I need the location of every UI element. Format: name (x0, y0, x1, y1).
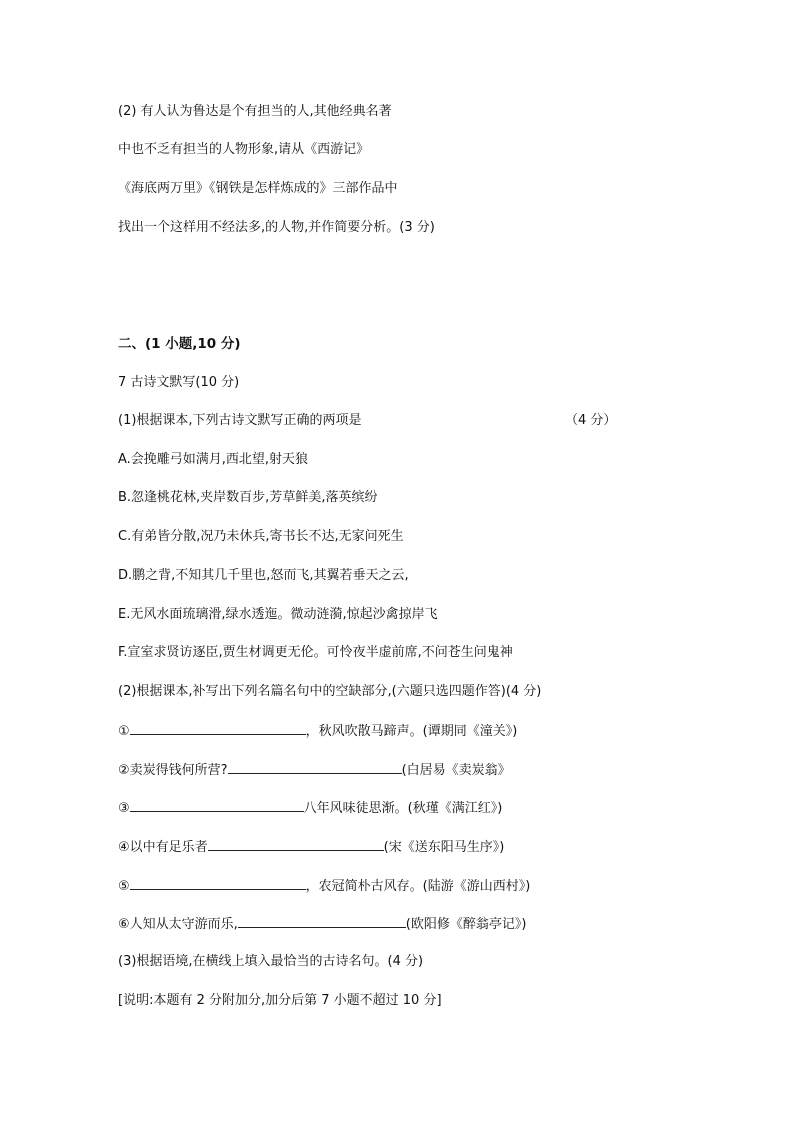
option-e: E.无风水面琉璃滑,绿水透迤。微动涟漪,惊起沙禽掠岸飞 (118, 607, 438, 622)
option-a: A.会挽雕弓如满月,西北望,射天狼 (118, 452, 309, 467)
fill-blank-3[interactable] (130, 799, 304, 812)
fill-item-6-pre: ⑥人知从太守游而乐, (118, 917, 238, 932)
prev-question-line-2: 中也不乏有担当的人物形象,请从《西游记》 (118, 142, 370, 157)
fill-item-2-pre: ②卖炭得钱何所营? (118, 763, 228, 778)
question-7-title: 7 古诗文默写(10 分) (118, 375, 240, 390)
prev-question-line-4: 找出一个这样用不经法多,的人物,并作简要分析。(3 分) (118, 220, 435, 235)
fill-blank-1[interactable] (130, 722, 306, 735)
fill-item-6 (118, 915, 526, 933)
option-d: D.鹏之背,不知其几千里也,怒而飞,其翼若垂天之云, (118, 568, 409, 583)
fill-item-3 (118, 799, 502, 817)
sub1-score: （4 分） (565, 413, 617, 428)
fill-item-2-post: (白居易《卖炭翁》 (401, 763, 511, 778)
fill-item-6-post: (欧阳修《醉翁亭记》) (405, 917, 527, 932)
fill-item-1 (118, 722, 517, 740)
fill-item-4 (118, 838, 504, 856)
fill-blank-5[interactable] (130, 877, 306, 890)
fill-item-5-post: ，农冠简朴古风存。(陆游《游山西村》) (305, 879, 531, 894)
option-f: F.宣室求贤访逐臣,贾生材调更无伦。可怜夜半虚前席,不问苍生问鬼神 (118, 645, 513, 660)
sub3-prompt: (3)根据语境,在横线上填入最恰当的古诗名句。(4 分) (118, 954, 424, 969)
fill-item-4-pre: ④以中有足乐者 (118, 840, 208, 855)
prev-question-line-1: (2) 有人认为鲁达是个有担当的人,其他经典名著 (118, 104, 392, 119)
prev-question-line-3: 《海底两万里》《钢铁是怎样炼成的》三部作品中 (118, 181, 398, 196)
option-c: C.有弟皆分散,况乃未休兵,寄书长不达,无家问死生 (118, 529, 404, 544)
fill-item-1-post: ，秋风吹散马蹄声。(谭期同《潼关》) (305, 724, 518, 739)
fill-item-4-post: (宋《送东阳马生序》) (383, 840, 505, 855)
fill-blank-6[interactable] (238, 915, 406, 928)
sub3-note: [说明:本题有 2 分附加分,加分后第 7 小题不超过 10 分] (118, 993, 442, 1008)
fill-item-5-pre: ⑤ (118, 879, 130, 894)
fill-item-2 (118, 761, 511, 779)
fill-item-5 (118, 877, 530, 895)
fill-item-3-pre: ③ (118, 801, 130, 816)
section-heading: 二、(1 小题,10 分) (118, 336, 241, 352)
fill-item-1-pre: ① (118, 724, 130, 739)
fill-item-3-post: 八年风味徒思渐。(秋瑾《满江红》) (303, 801, 503, 816)
option-b: B.忽逢桃花林,夹岸数百步,芳草鲜美,落英缤纷 (118, 490, 378, 505)
sub2-prompt: (2)根据课本,补写出下列名篇名句中的空缺部分,(六题只选四题作答)(4 分) (118, 684, 542, 699)
fill-blank-2[interactable] (228, 761, 402, 774)
sub1-prompt: (1)根据课本,下列古诗文默写正确的两项是 (118, 413, 362, 428)
fill-blank-4[interactable] (208, 838, 384, 851)
